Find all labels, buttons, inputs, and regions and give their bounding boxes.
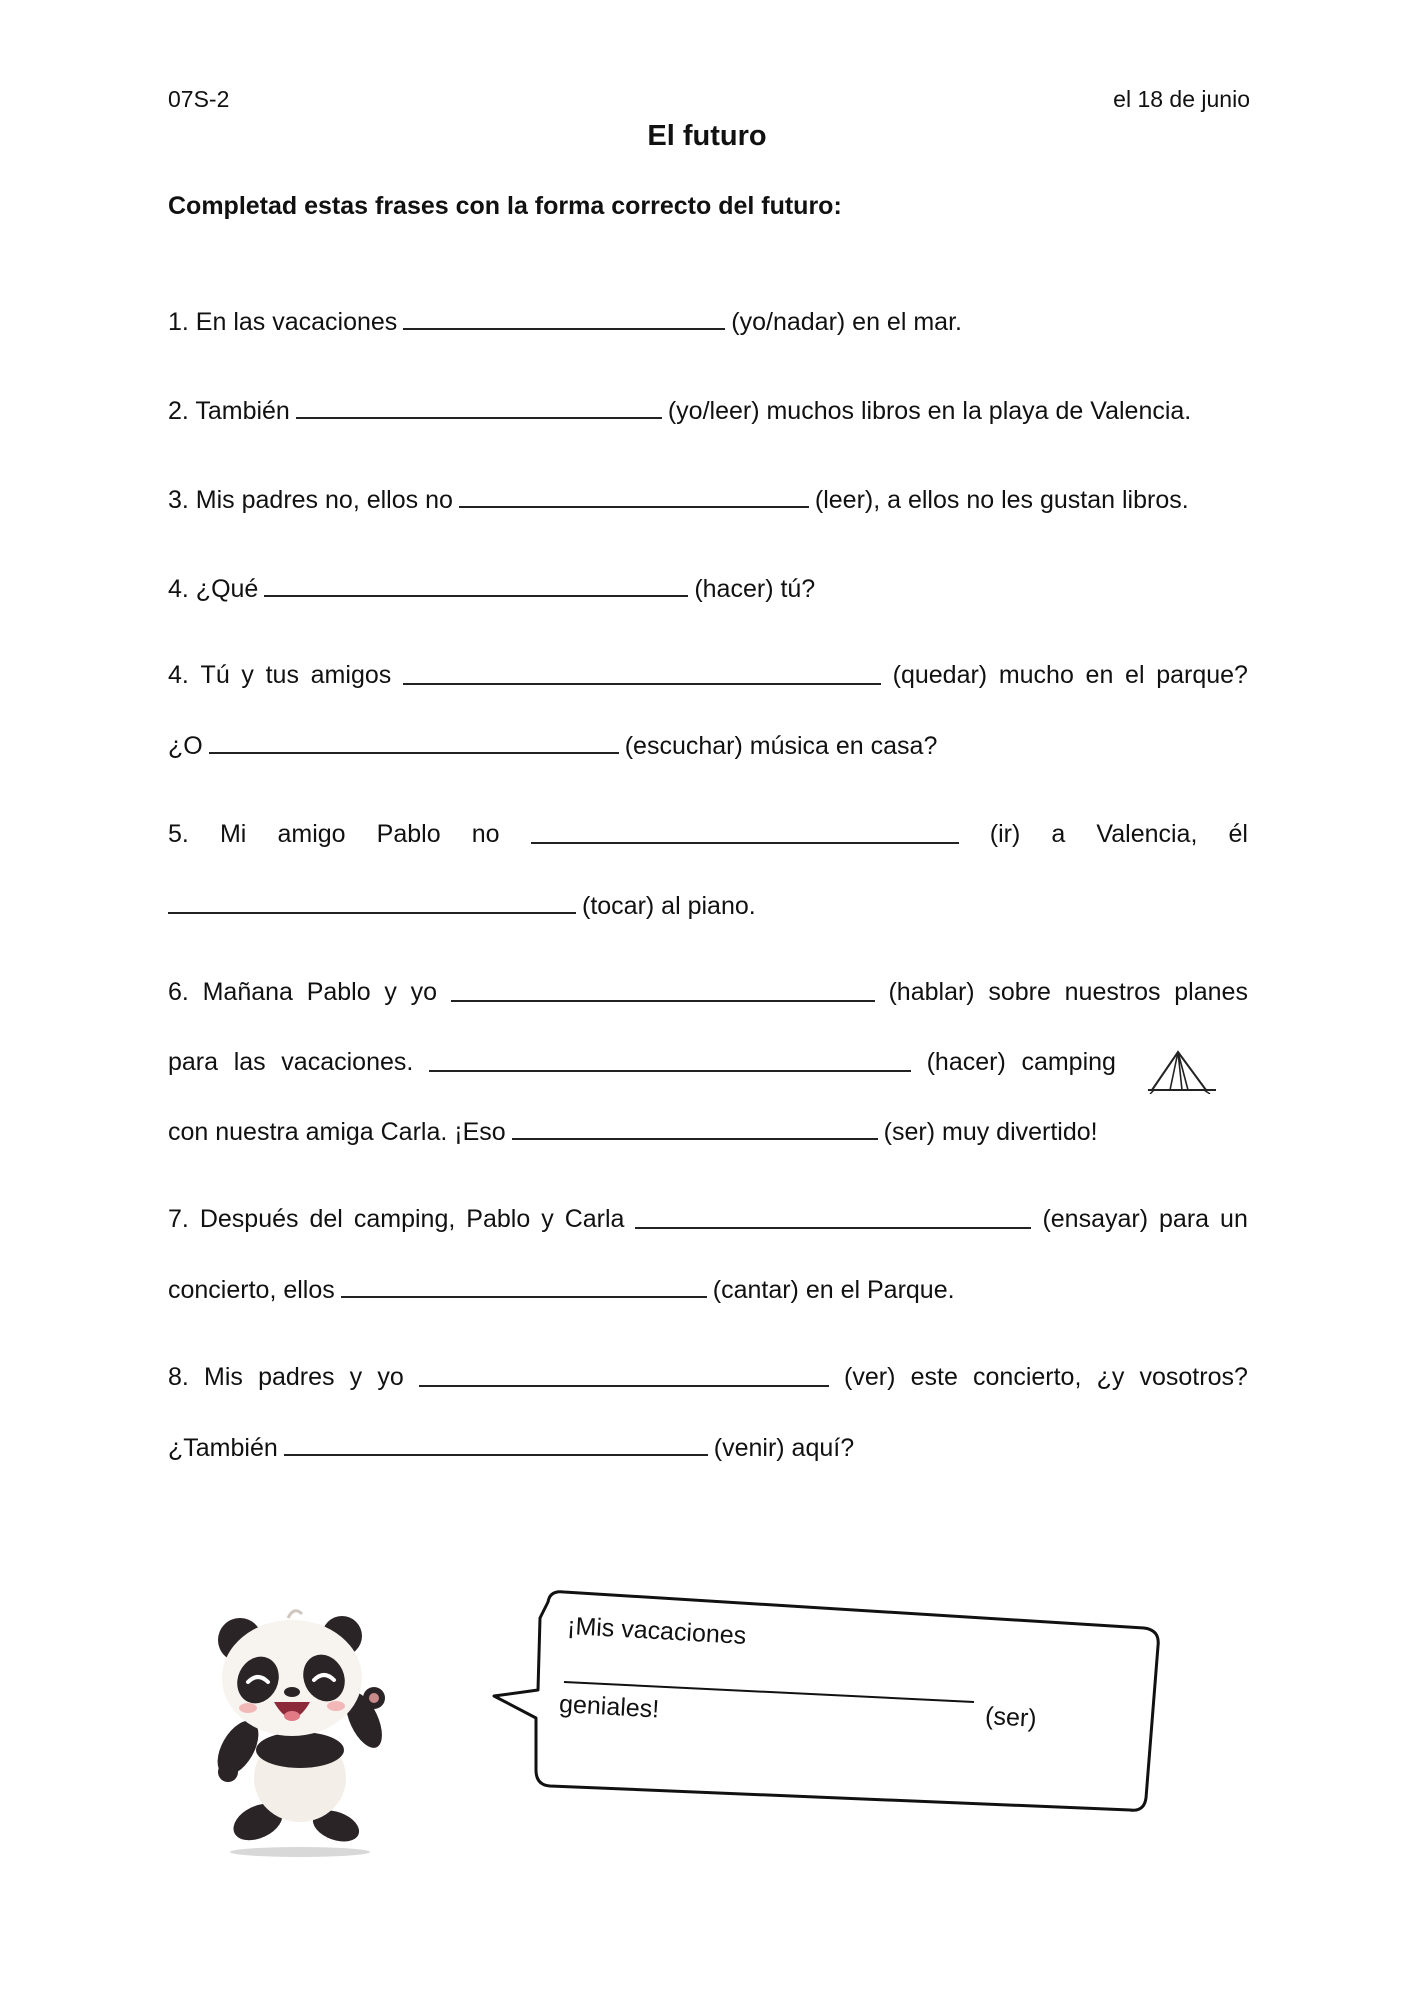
exercise-word: amigos [310,661,392,689]
exercise-hint: (yo/leer) muchos libros en la playa de Valencia. [667,397,1192,425]
exercise-word: vosotros? [1139,1363,1248,1391]
exercise-word: Pablo [306,978,371,1006]
exercise-3 [168,484,1248,515]
answer-blank[interactable] [512,1116,878,1140]
exercise-word: parque? [1156,661,1248,689]
exercise-text: ¿También [168,1434,278,1462]
exercise-8b [168,1432,1248,1463]
exercise-word: sobre [988,978,1051,1006]
exercise-hint: (hacer) tú? [694,575,816,603]
exercise-word: del [309,1205,343,1233]
exercise-hint: (ir) [989,820,1021,848]
exercise-6c [168,1116,1248,1147]
exercise-hint: (ver) [844,1363,896,1391]
exercise-word: Valencia, [1096,820,1198,848]
exercise-text: con nuestra amiga Carla. ¡Eso [168,1118,506,1146]
answer-blank[interactable] [403,306,725,330]
exercise-1 [168,306,1248,337]
answer-blank[interactable] [419,1363,829,1387]
exercise-word: amigo [277,820,346,848]
exercise-8a [168,1363,1248,1392]
exercise-text: 4. ¿Qué [168,575,259,603]
exercise-text: 3. Mis padres no, ellos no [168,486,453,514]
exercise-word: y [541,1205,554,1233]
exercise-hint: (hablar) [888,978,975,1006]
exercise-word: yo [410,978,438,1006]
exercise-word: concierto, [973,1363,1082,1391]
answer-blank[interactable] [284,1432,708,1456]
exercise-word: Mañana [202,978,293,1006]
panda-illustration [196,1600,416,1860]
exercise-word: para [168,1048,219,1076]
exercise-word: 4. [168,661,189,689]
exercise-5b [168,890,1248,921]
exercise-word: en [1085,661,1114,689]
exercise-word: 8. [168,1363,189,1391]
exercise-word: planes [1174,978,1248,1006]
exercise-text: ¿O [168,732,203,760]
exercise-word: no [471,820,500,848]
exercise-word: Mis [204,1363,243,1391]
exercise-word: padres [258,1363,335,1391]
exercise-2 [168,395,1248,426]
exercise-word: este [910,1363,958,1391]
tent-icon [1148,1048,1218,1094]
exercise-word: para [1159,1205,1210,1233]
answer-blank[interactable] [451,978,875,1002]
exercise-word: Carla [564,1205,625,1233]
exercise-word: 6. [168,978,189,1006]
exercise-word: a [1051,820,1066,848]
answer-blank[interactable] [264,573,688,597]
exercise-hint: (ensayar) [1042,1205,1149,1233]
exercise-text: concierto, ellos [168,1276,335,1304]
exercise-hint: (venir) aquí? [713,1434,855,1462]
bubble-line-1: ¡Mis vacaciones [566,1612,747,1650]
bubble-line-3: geniales! [558,1690,660,1724]
instructions: Completad estas frases con la forma correcto del futuro: [168,192,842,220]
exercise-hint: (quedar) [892,661,988,689]
date: el 18 de junio [1113,86,1250,112]
exercise-4c [168,730,1248,761]
bubble-hint: (ser) [984,1702,1038,1733]
exercise-word: 7. [168,1205,189,1233]
exercise-word: nuestros [1064,978,1161,1006]
exercise-word: él [1228,820,1248,848]
exercise-4a [168,573,1248,604]
exercise-word: Mi [219,820,247,848]
answer-blank[interactable] [209,730,619,754]
answer-blank[interactable] [296,395,662,419]
exercise-word: un [1220,1205,1248,1233]
exercise-hint: (tocar) al piano. [582,892,756,920]
answer-blank[interactable] [459,484,809,508]
exercise-word: camping, [353,1205,456,1233]
exercise-word: el [1125,661,1145,689]
exercise-4b [168,661,1248,690]
answer-blank[interactable] [403,661,881,685]
exercise-word: ¿y [1096,1363,1125,1391]
exercise-word: tus [265,661,299,689]
exercise-word: y [241,661,254,689]
exercise-hint: (ser) muy divertido! [883,1118,1098,1146]
answer-blank[interactable] [635,1205,1031,1229]
answer-blank[interactable] [429,1048,911,1072]
exercise-hint: (cantar) en el Parque. [712,1276,955,1304]
exercise-text: 1. En las vacaciones [168,308,398,336]
exercise-7a [168,1205,1248,1234]
answer-blank[interactable] [531,820,959,844]
exercise-hint: (leer), a ellos no les gustan libros. [814,486,1189,514]
exercise-word: Pablo [466,1205,531,1233]
exercise-7b [168,1274,1248,1305]
exercise-6b [168,1048,1116,1077]
exercise-word: Tú [200,661,230,689]
exercise-hint: (escuchar) música en casa? [624,732,938,760]
exercise-5a [168,820,1248,849]
answer-blank[interactable] [168,890,576,914]
page-title: El futuro [647,120,767,152]
exercise-word: y [349,1363,363,1391]
exercise-word: mucho [998,661,1074,689]
exercise-word: camping [1021,1048,1116,1076]
exercise-text: 2. También [168,397,290,425]
answer-blank[interactable] [341,1274,707,1298]
course-code: 07S-2 [168,86,230,112]
exercise-word: y [384,978,397,1006]
exercise-word: yo [377,1363,404,1391]
exercise-6a [168,978,1248,1007]
exercise-word: Pablo [376,820,441,848]
exercise-word: Después [199,1205,299,1233]
exercise-word: vacaciones. [281,1048,414,1076]
exercise-word: las [233,1048,266,1076]
exercise-hint: (hacer) [926,1048,1006,1076]
exercise-word: 5. [168,820,189,848]
exercise-hint: (yo/nadar) en el mar. [731,308,962,336]
